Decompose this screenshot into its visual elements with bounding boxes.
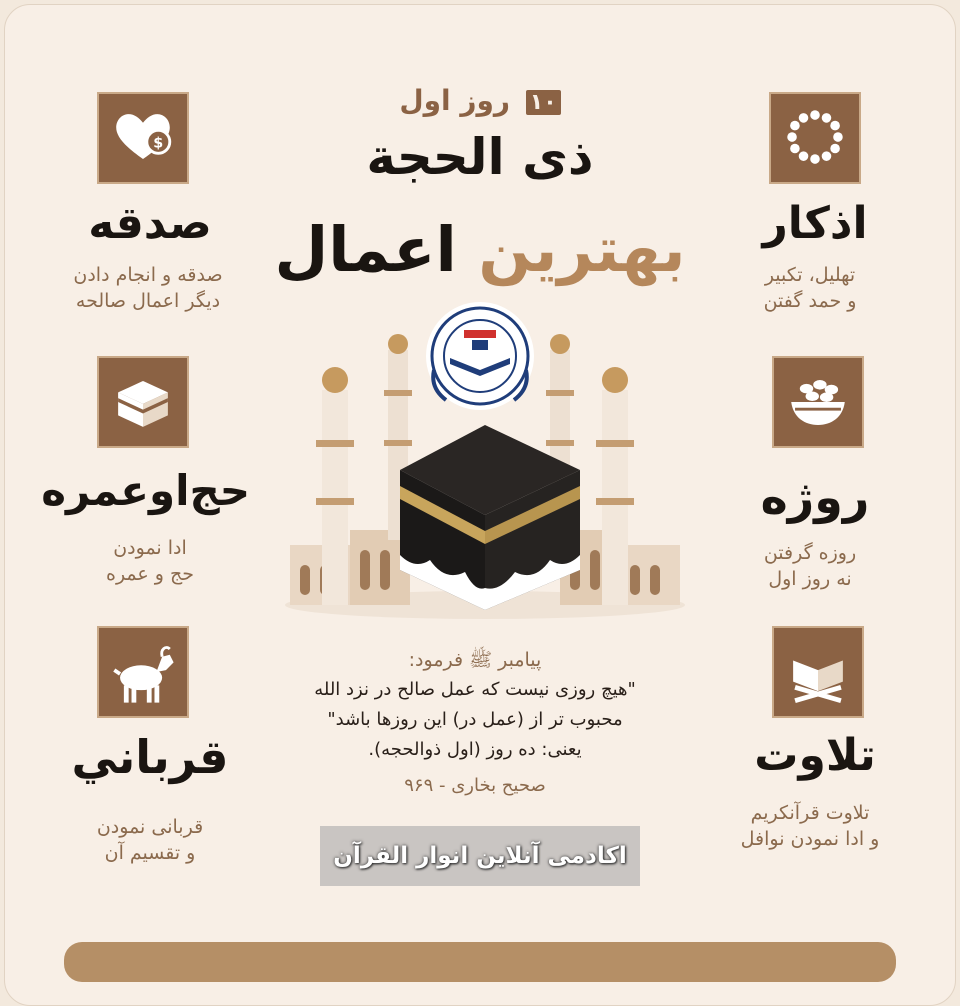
bottom-decor-bar — [64, 942, 896, 982]
ten-badge: ۱۰ — [526, 90, 561, 115]
hajj-desc-line2: حج و عمره — [105, 563, 195, 585]
heart-dollar-icon — [97, 92, 189, 184]
header-title: ذی الحجة — [366, 128, 594, 186]
hadith-intro: پیامبر ﷺ فرمود: — [408, 649, 542, 671]
roza-title: روژه — [760, 470, 870, 524]
hajj-title: حج‌اوعمره — [41, 466, 250, 515]
hadith-block — [265, 645, 685, 801]
azkar-desc-line1: تهلیل، تکبیر — [764, 264, 856, 286]
quran-stand-icon — [772, 626, 864, 718]
hadith-line2: محبوب تر از (عمل در) این روزها باشد" — [327, 709, 623, 730]
roza-desc-line1: روزه گرفتن — [763, 542, 857, 564]
dates-bowl-icon — [772, 356, 864, 448]
goat-icon — [97, 626, 189, 718]
azkar-desc-line2: و حمد گفتن — [763, 290, 857, 312]
qurbani-desc — [50, 814, 250, 866]
sadaqa-desc — [30, 262, 266, 314]
hadith-reference: صحیح بخاری - ۹۶۹ — [404, 775, 546, 796]
hadith-line1: "هیچ روزی نیست که عمل صالح در نزد الله — [314, 679, 636, 700]
sadaqa-desc-line2: دیگر اعمال صالحه — [75, 290, 221, 312]
hadith-line3: یعنی: ده روز (اول ذوالحجه). — [368, 739, 582, 760]
roza-desc — [720, 540, 900, 592]
header-line1: روز اول — [399, 84, 511, 117]
sadaqa-title: صدقه — [88, 198, 212, 249]
header-ten-days — [380, 84, 580, 117]
academy-logo — [420, 300, 540, 415]
hajj-desc-line1: ادا نمودن — [113, 537, 187, 559]
kaaba-icon — [97, 356, 189, 448]
tilawat-desc — [700, 800, 920, 852]
qurbani-desc-line2: و تقسیم آن — [104, 842, 196, 864]
tilawat-title: تلاوت — [754, 730, 876, 781]
qurbani-title: قرباني — [71, 730, 229, 784]
academy-name: اکادمی آنلاین انوار القرآن — [333, 843, 627, 869]
hajj-desc — [50, 535, 250, 587]
tilawat-desc-line2: و ادا نمودن نوافل — [740, 828, 880, 850]
svg-text:$: $ — [153, 135, 164, 152]
header-deeds-word: اعمال — [274, 213, 457, 286]
header-best-word: بهترین — [478, 213, 686, 286]
header-best-deeds — [260, 210, 700, 290]
prayer-beads-icon — [769, 92, 861, 184]
tilawat-desc-line1: تلاوت قرآنکریم — [750, 802, 870, 824]
qurbani-desc-line1: قربانی نمودن — [96, 816, 204, 838]
roza-desc-line2: نه روز اول — [768, 568, 852, 590]
azkar-desc — [720, 262, 900, 314]
azkar-title: اذکار — [762, 198, 868, 249]
academy-name-box — [320, 826, 640, 886]
sadaqa-desc-line1: صدقه و انجام دادن — [73, 264, 223, 286]
